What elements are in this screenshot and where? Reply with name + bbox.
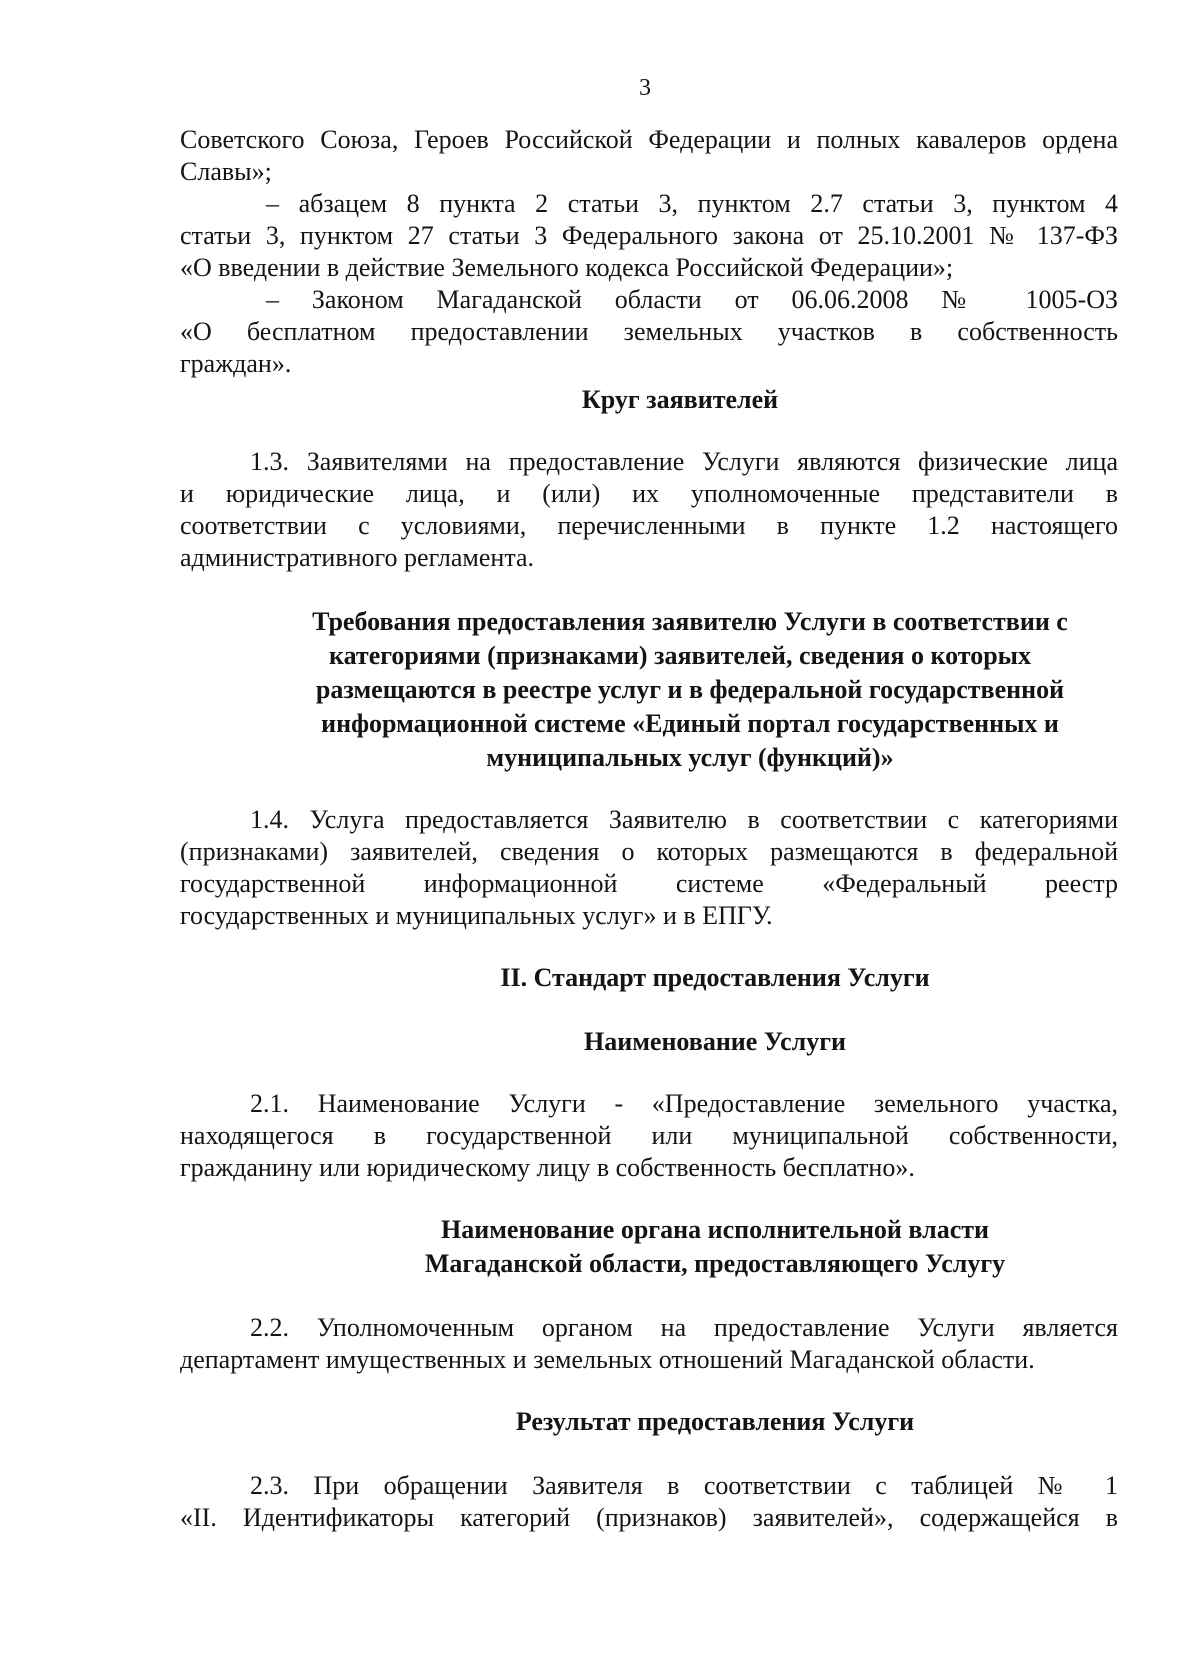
paragraph-line: департамент имущественных и земельных отношений Магаданской области. bbox=[180, 1345, 1035, 1374]
section-heading: Требования предоставления заявителю Услуги в соответствии с bbox=[312, 607, 1068, 636]
paragraph-line: и юридические лица, и (или) их уполномоченные представители в bbox=[180, 479, 1118, 508]
paragraph-line: 2.3. При обращении Заявителя в соответствии с таблицей № 1 bbox=[250, 1471, 1118, 1500]
section-heading: Результат предоставления Услуги bbox=[515, 1407, 915, 1436]
paragraph-line: 1.3. Заявителями на предоставление Услуги являются физические лица bbox=[250, 447, 1118, 476]
list-item-line: – Законом Магаданской области от 06.06.2008 № 1005-ОЗ bbox=[266, 285, 1118, 314]
paragraph-line: «О введении в действие Земельного кодекса Российской Федерации»; bbox=[180, 253, 954, 282]
paragraph-line: административного регламента. bbox=[180, 543, 535, 572]
paragraph-line: Советского Союза, Героев Российской Федерации и полных кавалеров ордена bbox=[180, 125, 1118, 154]
paragraph-line: находящегося в государственной или муниципальной собственности, bbox=[180, 1121, 1118, 1150]
section-heading: Круг заявителей bbox=[581, 385, 779, 414]
section-heading: размещаются в реестре услуг и в федеральной государственной bbox=[315, 675, 1065, 704]
paragraph-line: соответствии с условиями, перечисленными в пункте 1.2 настоящего bbox=[180, 511, 1118, 540]
paragraph-line: 1.4. Услуга предоставляется Заявителю в соответствии с категориями bbox=[250, 805, 1118, 834]
paragraph-line: государственных и муниципальных услуг» и в ЕПГУ. bbox=[180, 901, 773, 930]
section-heading: Наименование Услуги bbox=[583, 1027, 847, 1056]
paragraph-line: 2.1. Наименование Услуги - «Предоставление земельного участка, bbox=[250, 1089, 1118, 1118]
section-heading: Наименование органа исполнительной власти bbox=[441, 1215, 989, 1244]
paragraph-line: государственной информационной системе «Федеральный реестр bbox=[180, 869, 1118, 898]
paragraph-line: «О бесплатном предоставлении земельных участков в собственность bbox=[180, 317, 1118, 346]
page-number: 3 bbox=[639, 75, 651, 101]
paragraph-line: «II. Идентификаторы категорий (признаков) заявителей», содержащейся в bbox=[180, 1503, 1118, 1532]
paragraph-line: гражданину или юридическому лицу в собственность бесплатно». bbox=[180, 1153, 915, 1182]
section-heading: категориями (признаками) заявителей, сведения о которых bbox=[329, 641, 1031, 670]
section-heading: муниципальных услуг (функций)» bbox=[486, 743, 894, 772]
paragraph-line: статьи 3, пунктом 27 статьи 3 Федерального закона от 25.10.2001 № 137-ФЗ bbox=[180, 221, 1118, 250]
paragraph-line: граждан». bbox=[180, 349, 292, 378]
list-item-line: – абзацем 8 пункта 2 статьи 3, пунктом 2.7 статьи 3, пунктом 4 bbox=[266, 189, 1118, 218]
section-heading: Магаданской области, предоставляющего Услугу bbox=[424, 1249, 1006, 1278]
chapter-heading: II. Стандарт предоставления Услуги bbox=[500, 963, 930, 992]
paragraph-line: (признаками) заявителей, сведения о которых размещаются в федеральной bbox=[180, 837, 1118, 866]
section-heading: информационной системе «Единый портал государственных и bbox=[321, 709, 1059, 738]
paragraph-line: Славы»; bbox=[180, 157, 272, 186]
paragraph-line: 2.2. Уполномоченным органом на предоставление Услуги является bbox=[250, 1313, 1118, 1342]
